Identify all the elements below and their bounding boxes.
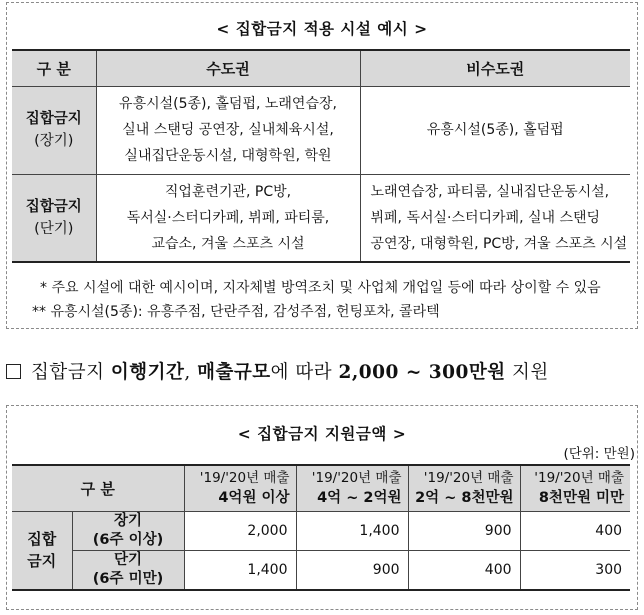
header-range: 4억 ~ 2억원: [317, 490, 402, 507]
header-range: 2억 ~ 8천만원: [415, 490, 514, 507]
amount-cell: 300: [520, 550, 630, 590]
facilities-table-header: [12, 50, 630, 86]
header-year: '19/'20년 매출: [311, 470, 402, 487]
metro-long-facilities: [96, 86, 360, 174]
amount-cell: 900: [408, 511, 520, 550]
group-label-line: 금지: [27, 552, 57, 570]
facility-line: 실내집단운동시설, 대형학원, 학원: [124, 148, 332, 164]
headline-bold: 2,000 ~ 300만원: [338, 362, 506, 383]
support-amount-table: [12, 464, 630, 591]
header-tier-2: [296, 465, 408, 511]
row-label-line: (6주 미만): [92, 570, 164, 587]
row-label-line: 장기: [114, 512, 143, 529]
row-label-line: (6주 이상): [92, 531, 164, 548]
footnote-2: ** 유흥시설(5종): 유흥주점, 단란주점, 감성주점, 헌팅포차, 콜라텍: [32, 304, 440, 320]
group-label-line: 집합: [27, 530, 57, 548]
header-year: '19/'20년 매출: [199, 470, 290, 487]
amount-cell: 2,000: [184, 511, 296, 550]
header-tier-3: [408, 465, 520, 511]
headline-bold: 이행기간: [110, 362, 185, 383]
non-metro-short-facilities: [360, 174, 630, 262]
header-year: '19/'20년 매출: [423, 470, 514, 487]
facility-line: 교습소, 겨울 스포츠 시설: [151, 235, 305, 252]
group-label: [12, 511, 72, 590]
support-table-header: [12, 465, 630, 511]
facilities-box-title: < 집합금지 적용 시설 예시 >: [216, 20, 428, 38]
header-tier-4: [520, 465, 630, 511]
header-non-metro: 비수도권: [360, 50, 630, 86]
header-metro: 수도권: [96, 50, 360, 86]
facility-line: 독서실·스터디카페, 뷔페, 파티룸,: [126, 209, 330, 226]
row-label-main: 집합금지: [25, 198, 82, 215]
non-metro-long-facilities: [360, 86, 630, 174]
facilities-table: [12, 49, 630, 263]
headline-text: 집합금지: [31, 362, 111, 383]
facility-line: 실내 스탠딩 공연장, 실내체육시설,: [122, 122, 334, 138]
row-label-long: [72, 511, 184, 550]
unit-label: (단위: 만원): [563, 446, 635, 462]
headline-bold: 매출규모: [197, 362, 271, 383]
table-row: [12, 174, 630, 262]
facility-line: 공연장, 대형학원, PC방, 겨울 스포츠 시설: [370, 235, 628, 252]
facility-line: 유흥시설(5종), 홀덤펍, 노래연습장,: [119, 96, 337, 112]
headline-text: 지원: [505, 362, 549, 383]
row-label-sub: (장기): [34, 133, 74, 149]
header-tier-1: [184, 465, 296, 511]
metro-short-facilities: [96, 174, 360, 262]
header-year: '19/'20년 매출: [534, 470, 625, 487]
row-label-short: [12, 174, 96, 262]
table-row: [12, 511, 630, 550]
support-headline: [6, 358, 549, 384]
amount-cell: 1,400: [296, 511, 408, 550]
row-label-sub: (단기): [34, 220, 74, 237]
facility-line: 노래연습장, 파티룸, 실내집단운동시설,: [370, 183, 610, 200]
table-row: [12, 550, 630, 590]
checkbox-bullet-icon: [6, 364, 21, 379]
facility-line: 유흥시설(5종), 홀덤펍: [426, 122, 564, 138]
support-box-title: < 집합금지 지원금액 >: [237, 425, 407, 443]
headline-text: ,: [184, 362, 198, 383]
row-label-long: [12, 86, 96, 174]
headline-text: 에 따라: [270, 362, 339, 383]
footnote-1: * 주요 시설에 대한 예시이며, 지자체별 방역조치 및 사업체 개업일 등에 따라 상이할 수 있음: [40, 280, 601, 296]
facility-line: 직업훈련기관, PC방,: [164, 183, 292, 200]
facility-line: 뷔페, 독서실·스터디카페, 실내 스탠딩: [370, 209, 601, 226]
amount-cell: 400: [520, 511, 630, 550]
amount-cell: 400: [408, 550, 520, 590]
header-range: 4억원 이상: [218, 490, 290, 507]
row-label-line: 단기: [114, 551, 143, 568]
amount-cell: 900: [296, 550, 408, 590]
header-category: 구 분: [12, 465, 184, 511]
amount-cell: 1,400: [184, 550, 296, 590]
row-label-short: [72, 550, 184, 590]
table-row: [12, 86, 630, 174]
header-category: 구 분: [12, 50, 96, 86]
header-range: 8천만원 미만: [538, 490, 625, 507]
row-label-main: 집합금지: [25, 111, 82, 127]
